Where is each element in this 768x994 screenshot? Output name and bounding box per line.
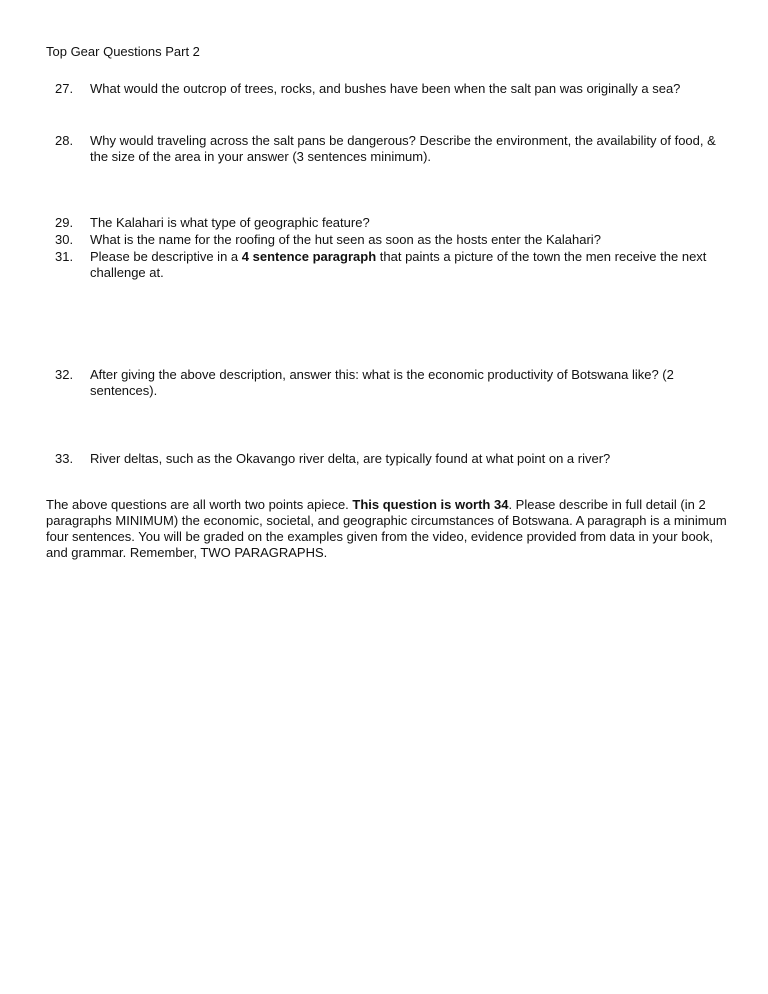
question-number: 30.	[55, 232, 74, 247]
question-29	[55, 215, 720, 231]
question-28	[55, 133, 720, 165]
question-number: 31.	[55, 249, 74, 264]
question-text: Why would traveling across the salt pans be dangerous? Describe the environment, the availability of food, & the size of the area in your answer (3 sentences minimum).	[90, 133, 716, 164]
question-number: 29.	[55, 215, 74, 230]
question-text: What would the outcrop of trees, rocks, and bushes have been when the salt pan was originally a sea?	[90, 81, 681, 96]
question-number: 33.	[55, 451, 74, 466]
question-27	[55, 81, 720, 97]
question-text: River deltas, such as the Okavango river delta, are typically found at what point on a river?	[90, 451, 611, 466]
question-text-end: that paints a picture of the town the men receive the next challenge at.	[90, 249, 707, 280]
essay-text-emphasis: This question is worth 34	[352, 497, 509, 512]
question-text: After giving the above description, answer this: what is the economic productivity of Botswana like? (2 sentences).	[90, 367, 674, 398]
question-text-emphasis: 4 sentence paragraph	[241, 249, 377, 264]
question-text-start: Please be descriptive in a	[90, 249, 242, 264]
question-text: What is the name for the roofing of the hut seen as soon as the hosts enter the Kalahari?	[90, 232, 601, 247]
question-32	[55, 367, 720, 399]
question-text: The Kalahari is what type of geographic feature?	[90, 215, 370, 230]
question-33	[55, 451, 720, 467]
essay-question-paragraph	[46, 497, 731, 561]
essay-text-end: . Please describe in full detail (in 2 paragraphs MINIMUM) the economic, societal, and geographic circumstances of Botswana. A paragraph is a minimum four sentences. You will be graded on the examples given from the video, evidence provided from data in your book, and grammar. Remember, TWO PARAGRAPHS.	[46, 497, 727, 560]
question-text	[90, 249, 720, 281]
question-number: 32.	[55, 367, 74, 382]
question-number: 27.	[55, 81, 74, 96]
essay-text-start: The above questions are all worth two points apiece.	[46, 497, 353, 512]
question-30	[55, 232, 720, 248]
question-number: 28.	[55, 133, 74, 148]
document-title: Top Gear Questions Part 2	[46, 44, 200, 59]
question-31	[55, 249, 720, 281]
